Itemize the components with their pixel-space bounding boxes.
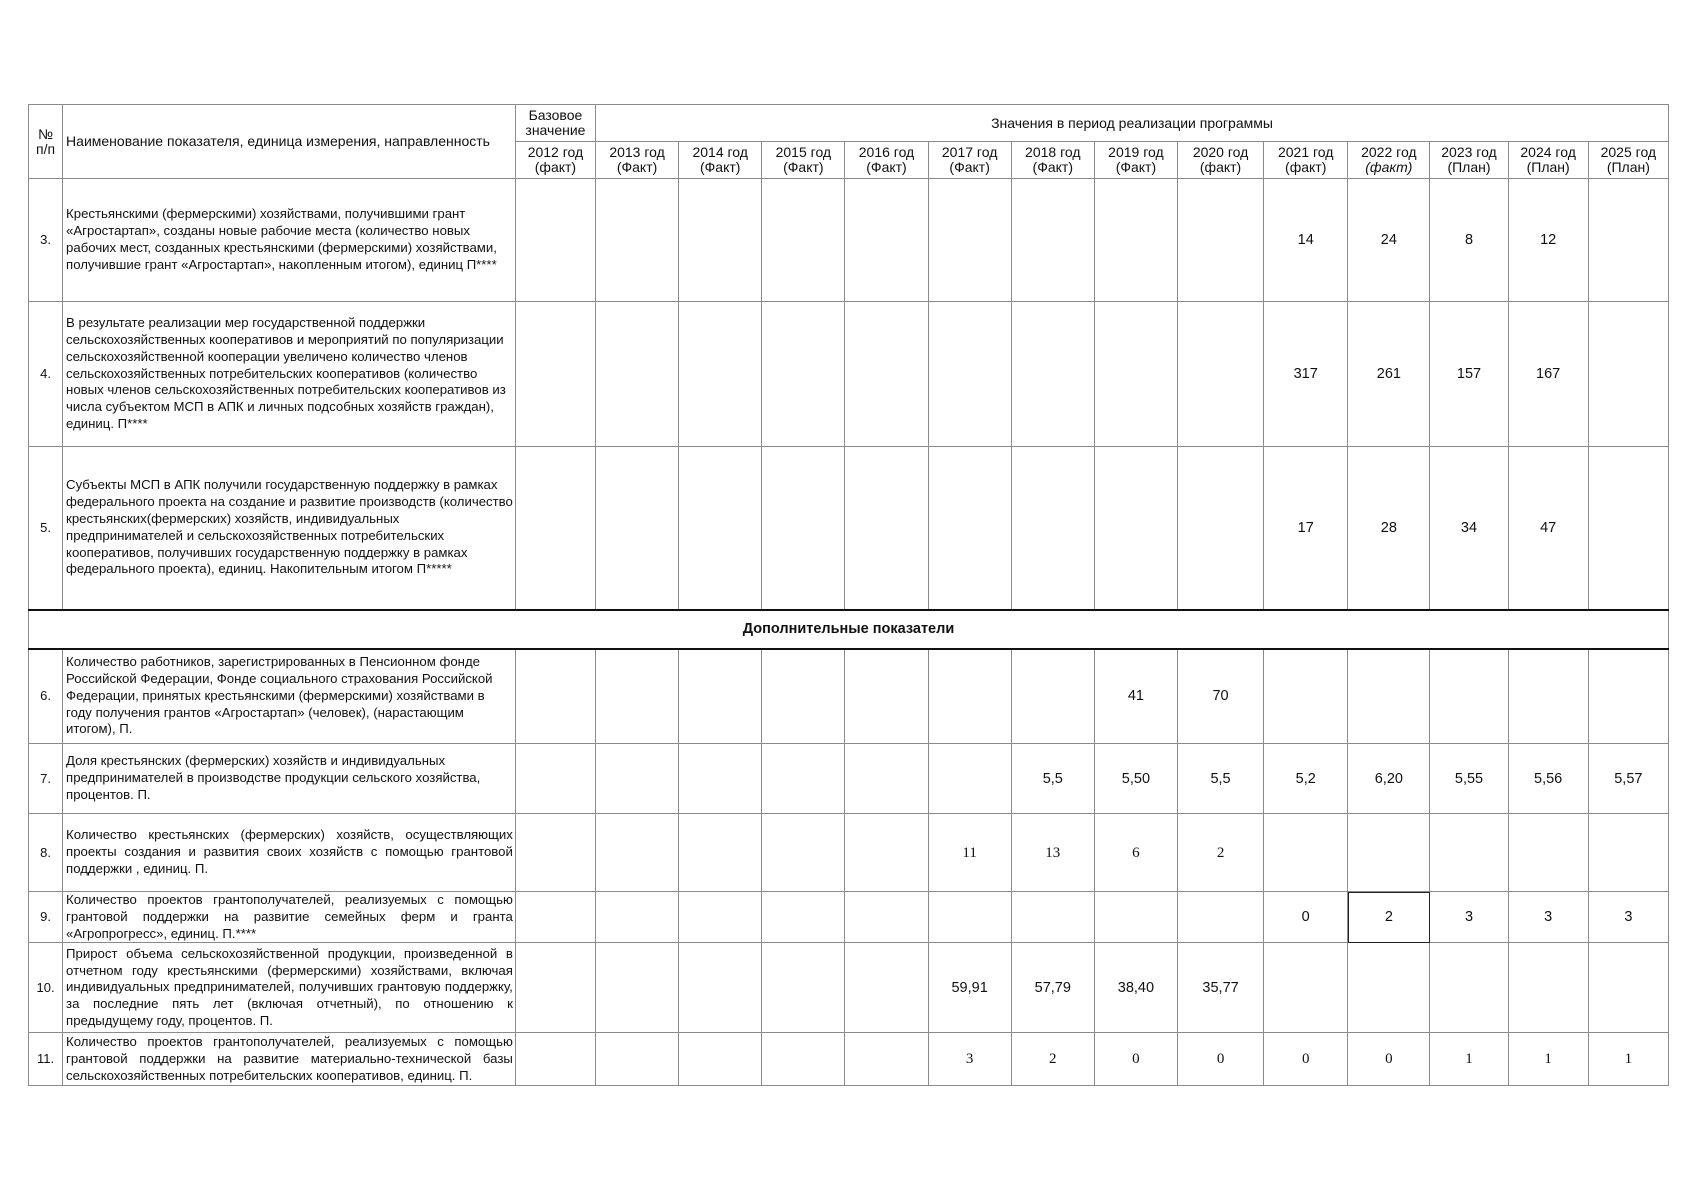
header-year-note: (Факт) xyxy=(699,159,741,175)
value-cell: 3 xyxy=(1430,892,1508,943)
table-row xyxy=(29,649,1669,744)
value-cell: 6 xyxy=(1094,814,1177,892)
value-cell xyxy=(1588,649,1668,744)
header-year-label: 2022 год xyxy=(1361,144,1417,160)
header-year-4 xyxy=(845,142,928,179)
header-year-label: 2015 год xyxy=(775,144,832,160)
value-cell: 157 xyxy=(1430,302,1508,447)
value-cell xyxy=(515,302,595,447)
value-cell xyxy=(1348,943,1430,1033)
value-cell xyxy=(596,892,679,943)
table-row xyxy=(29,447,1669,610)
value-cell xyxy=(515,943,595,1033)
value-cell xyxy=(928,302,1011,447)
value-cell xyxy=(762,943,845,1033)
header-name: Наименование показателя, единица измерения, направленность xyxy=(63,105,516,179)
value-cell xyxy=(928,447,1011,610)
value-cell xyxy=(679,744,762,814)
header-year-note: (факт) xyxy=(1365,159,1413,175)
table-row xyxy=(29,302,1669,447)
header-row-top xyxy=(29,105,1669,142)
header-year-label: 2016 год xyxy=(858,144,915,160)
value-cell xyxy=(679,302,762,447)
value-cell: 38,40 xyxy=(1094,943,1177,1033)
header-period: Значения в период реализации программы xyxy=(596,105,1669,142)
header-year-note: (План) xyxy=(1526,159,1570,175)
value-cell: 34 xyxy=(1430,447,1508,610)
row-number: 3. xyxy=(29,179,63,302)
value-cell xyxy=(845,302,928,447)
value-cell: 8 xyxy=(1430,179,1508,302)
value-cell: 0 xyxy=(1348,1033,1430,1086)
value-cell xyxy=(679,447,762,610)
table-row xyxy=(29,892,1669,943)
value-cell xyxy=(679,649,762,744)
value-cell xyxy=(679,1033,762,1086)
value-cell xyxy=(845,447,928,610)
value-cell xyxy=(596,1033,679,1086)
row-number: 5. xyxy=(29,447,63,610)
value-cell xyxy=(928,179,1011,302)
value-cell xyxy=(679,179,762,302)
value-cell: 5,50 xyxy=(1094,744,1177,814)
header-year-1 xyxy=(596,142,679,179)
value-cell xyxy=(1430,943,1508,1033)
value-cell xyxy=(515,892,595,943)
value-cell xyxy=(1094,447,1177,610)
value-cell: 35,77 xyxy=(1177,943,1263,1033)
value-cell: 1 xyxy=(1588,1033,1668,1086)
value-cell xyxy=(1094,179,1177,302)
value-cell xyxy=(1011,179,1094,302)
value-cell: 28 xyxy=(1348,447,1430,610)
value-cell: 47 xyxy=(1508,447,1588,610)
value-cell: 59,91 xyxy=(928,943,1011,1033)
header-year-label: 2020 год xyxy=(1192,144,1249,160)
section-title: Дополнительные показатели xyxy=(29,610,1669,649)
value-cell xyxy=(1430,814,1508,892)
header-year-note: (Факт) xyxy=(783,159,824,175)
header-year-6 xyxy=(1011,142,1094,179)
indicator-name: Количество проектов грантополучателей, реализуемых с помощью грантовой поддержки на развитие семейных ферм и гранта «Агропрогресс», единиц. П.**** xyxy=(63,892,516,943)
value-cell: 5,56 xyxy=(1508,744,1588,814)
value-cell xyxy=(1011,447,1094,610)
header-year-label: 2012 год xyxy=(527,144,584,160)
value-cell xyxy=(1094,892,1177,943)
value-cell xyxy=(845,649,928,744)
value-cell xyxy=(596,302,679,447)
value-cell: 0 xyxy=(1264,1033,1348,1086)
header-year-label: 2024 год xyxy=(1520,144,1576,160)
row-number: 10. xyxy=(29,943,63,1033)
value-cell: 12 xyxy=(1508,179,1588,302)
value-cell xyxy=(515,1033,595,1086)
value-cell xyxy=(762,302,845,447)
header-year-note: (Факт) xyxy=(1115,159,1157,175)
value-cell xyxy=(1264,814,1348,892)
value-cell xyxy=(845,814,928,892)
value-cell: 0 xyxy=(1094,1033,1177,1086)
header-year-12 xyxy=(1508,142,1588,179)
header-year-8 xyxy=(1177,142,1263,179)
value-cell: 3 xyxy=(1588,892,1668,943)
header-year-note: (План) xyxy=(1606,159,1650,175)
value-cell: 17 xyxy=(1264,447,1348,610)
value-cell xyxy=(1011,649,1094,744)
value-cell xyxy=(1348,814,1430,892)
value-cell xyxy=(1508,814,1588,892)
value-cell: 5,57 xyxy=(1588,744,1668,814)
value-cell xyxy=(1011,302,1094,447)
value-cell xyxy=(1430,649,1508,744)
header-year-note: (Факт) xyxy=(949,159,990,175)
value-cell: 2 xyxy=(1177,814,1263,892)
indicators-table xyxy=(28,104,1669,1086)
header-year-label: 2014 год xyxy=(692,144,748,160)
header-num: № п/п xyxy=(29,105,63,179)
row-number: 6. xyxy=(29,649,63,744)
indicator-name: Доля крестьянских (фермерских) хозяйств и индивидуальных предпринимателей в производстве продукции сельского хозяйства, процентов. П. xyxy=(63,744,516,814)
indicator-name: Количество крестьянских (фермерских) хозяйств, осуществляющих проекты создания и развития своих хозяйств с помощью грантовой поддержки , единиц. П. xyxy=(63,814,516,892)
value-cell: 3 xyxy=(1508,892,1588,943)
table-row xyxy=(29,744,1669,814)
header-year-label: 2025 год xyxy=(1600,144,1657,160)
table-row xyxy=(29,814,1669,892)
value-cell: 41 xyxy=(1094,649,1177,744)
header-year-label: 2021 год xyxy=(1277,144,1334,160)
header-year-note: (Факт) xyxy=(866,159,907,175)
value-cell xyxy=(515,447,595,610)
value-cell: 11 xyxy=(928,814,1011,892)
header-base: Базовое значение xyxy=(515,105,595,142)
value-cell xyxy=(1011,892,1094,943)
header-year-7 xyxy=(1094,142,1177,179)
value-cell xyxy=(762,179,845,302)
value-cell xyxy=(845,943,928,1033)
value-cell xyxy=(845,744,928,814)
value-cell xyxy=(1177,179,1263,302)
row-number: 7. xyxy=(29,744,63,814)
value-cell: 57,79 xyxy=(1011,943,1094,1033)
indicator-name: Количество проектов грантополучателей, реализуемых с помощью грантовой поддержки на развитие материально-технической базы сельскохозяйственных потребительских кооперативов, единиц. П. xyxy=(63,1033,516,1086)
value-cell: 5,2 xyxy=(1264,744,1348,814)
value-cell xyxy=(1177,447,1263,610)
indicator-name: Крестьянскими (фермерскими) хозяйствами, получившими грант «Агростартап», созданы новые рабочие места (количество новых рабочих мест, созданных крестьянскими (фермерскими) хозяйствами, получившие грант «Агростартап», накопленным итогом), единиц П**** xyxy=(63,179,516,302)
value-cell: 5,5 xyxy=(1011,744,1094,814)
value-cell: 14 xyxy=(1264,179,1348,302)
header-year-label: 2023 год xyxy=(1441,144,1497,160)
header-year-label: 2018 год xyxy=(1025,144,1081,160)
value-cell xyxy=(1588,447,1668,610)
value-cell xyxy=(845,892,928,943)
header-year-0 xyxy=(515,142,595,179)
header-year-note: (План) xyxy=(1447,159,1491,175)
header-year-note: (Факт) xyxy=(1032,159,1073,175)
header-year-note: (Факт) xyxy=(616,159,658,175)
header-year-13 xyxy=(1588,142,1668,179)
value-cell xyxy=(1264,943,1348,1033)
value-cell xyxy=(679,943,762,1033)
value-cell xyxy=(515,649,595,744)
value-cell xyxy=(1508,649,1588,744)
header-year-label: 2019 год xyxy=(1108,144,1164,160)
table-row xyxy=(29,179,1669,302)
value-cell xyxy=(762,1033,845,1086)
value-cell xyxy=(1588,179,1668,302)
value-cell xyxy=(1264,649,1348,744)
value-cell xyxy=(1348,649,1430,744)
value-cell xyxy=(762,814,845,892)
value-cell xyxy=(515,179,595,302)
row-number: 9. xyxy=(29,892,63,943)
value-cell xyxy=(845,179,928,302)
header-year-2 xyxy=(679,142,762,179)
row-number: 4. xyxy=(29,302,63,447)
section-row xyxy=(29,610,1669,649)
value-cell: 6,20 xyxy=(1348,744,1430,814)
value-cell xyxy=(928,649,1011,744)
value-cell xyxy=(596,814,679,892)
indicator-name: Субъекты МСП в АПК получили государственную поддержку в рамках федерального проекта на создание и развитие производств (количество крестьянских(фермерских) хозяйств, индивидуальных предпринимателей и сельскохозяйственных потребительских кооперативов, получивших государственную поддержку в рамках федерального проекта), единиц. Накопительным итогом П***** xyxy=(63,447,516,610)
value-cell xyxy=(1588,943,1668,1033)
value-cell xyxy=(679,814,762,892)
value-cell xyxy=(596,649,679,744)
value-cell xyxy=(596,179,679,302)
value-cell: 2 xyxy=(1348,892,1430,943)
header-year-10 xyxy=(1348,142,1430,179)
value-cell: 24 xyxy=(1348,179,1430,302)
header-year-note: (факт) xyxy=(1199,159,1242,175)
value-cell xyxy=(762,447,845,610)
value-cell xyxy=(1588,814,1668,892)
header-year-11 xyxy=(1430,142,1508,179)
value-cell xyxy=(1508,943,1588,1033)
table-row xyxy=(29,1033,1669,1086)
value-cell: 3 xyxy=(928,1033,1011,1086)
value-cell xyxy=(596,744,679,814)
value-cell xyxy=(596,943,679,1033)
value-cell: 1 xyxy=(1508,1033,1588,1086)
value-cell: 261 xyxy=(1348,302,1430,447)
value-cell xyxy=(762,649,845,744)
value-cell xyxy=(1588,302,1668,447)
value-cell: 2 xyxy=(1011,1033,1094,1086)
value-cell xyxy=(515,814,595,892)
header-year-label: 2017 год xyxy=(941,144,998,160)
value-cell xyxy=(928,744,1011,814)
value-cell xyxy=(845,1033,928,1086)
header-year-note: (факт) xyxy=(1285,159,1327,175)
value-cell: 317 xyxy=(1264,302,1348,447)
value-cell: 1 xyxy=(1430,1033,1508,1086)
row-number: 8. xyxy=(29,814,63,892)
value-cell xyxy=(515,744,595,814)
header-year-note: (факт) xyxy=(534,159,577,175)
indicator-name: Количество работников, зарегистрированных в Пенсионном фонде Российской Федерации, Фонде социального страхования Российской Федерации, принятых крестьянскими (фермерскими) хозяйствами в году получения грантов «Агростартап» (человек), (нарастающим итогом), П. xyxy=(63,649,516,744)
value-cell xyxy=(679,892,762,943)
table-row xyxy=(29,943,1669,1033)
indicator-name: В результате реализации мер государственной поддержки сельскохозяйственных кооперативов и мероприятий по популяризации сельскохозяйственной кооперации увеличено количество членов сельскохозяйственных потребительских кооперативов (количество новых членов сельскохозяйственных потребительских кооперативов из числа субъектом МСП в АПК и личных подсобных хозяйств граждан), единиц. П**** xyxy=(63,302,516,447)
header-year-5 xyxy=(928,142,1011,179)
value-cell xyxy=(762,744,845,814)
value-cell: 13 xyxy=(1011,814,1094,892)
header-year-3 xyxy=(762,142,845,179)
value-cell xyxy=(596,447,679,610)
value-cell: 5,55 xyxy=(1430,744,1508,814)
indicator-name: Прирост объема сельскохозяйственной продукции, произведенной в отчетном году крестьянскими (фермерскими) хозяйствами, включая индивидуальных предпринимателей, получивших грантовую поддержку, за последние пять лет (включая отчетный), по отношению к предыдущему году, процентов. П. xyxy=(63,943,516,1033)
value-cell: 0 xyxy=(1264,892,1348,943)
value-cell: 70 xyxy=(1177,649,1263,744)
value-cell: 0 xyxy=(1177,1033,1263,1086)
header-year-label: 2013 год xyxy=(609,144,665,160)
value-cell xyxy=(1177,892,1263,943)
value-cell: 167 xyxy=(1508,302,1588,447)
header-year-9 xyxy=(1264,142,1348,179)
row-number: 11. xyxy=(29,1033,63,1086)
value-cell xyxy=(1094,302,1177,447)
value-cell xyxy=(1177,302,1263,447)
value-cell xyxy=(762,892,845,943)
value-cell xyxy=(928,892,1011,943)
value-cell: 5,5 xyxy=(1177,744,1263,814)
